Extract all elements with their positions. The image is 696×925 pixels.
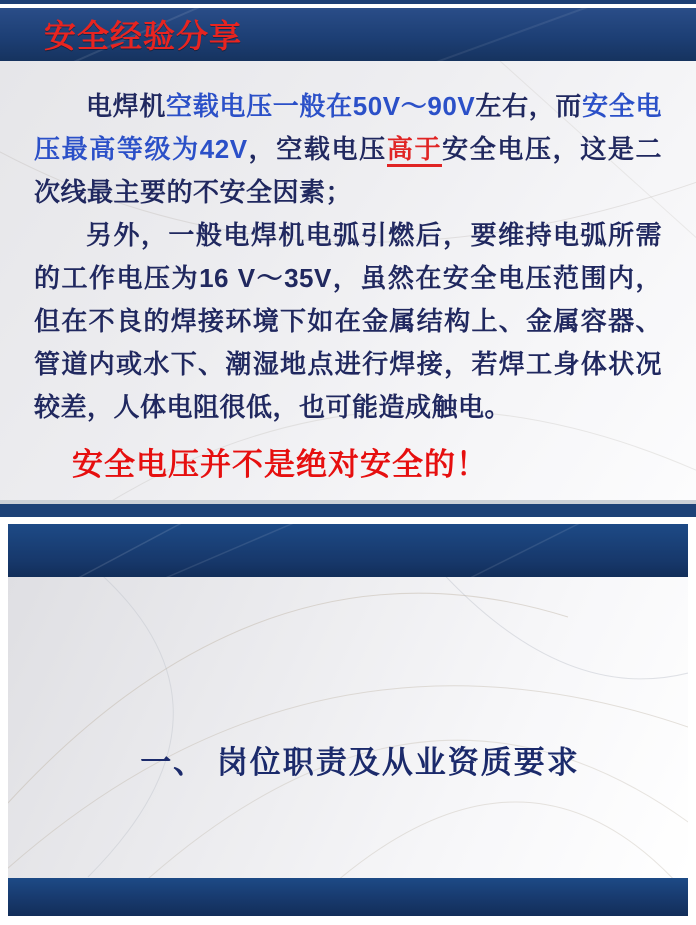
text-segment: 安全电压，这是二次线最主要的不安全因素； [34,134,662,207]
text-segment: ，空载电压 [247,134,387,164]
text-segment-highlight-red: 高于 [387,134,442,167]
slide1-body [0,61,696,500]
text-segment-highlight-blue: 安全电压最高等级为42V [34,91,662,164]
slide2-bottom-band [8,878,688,916]
paragraph-no-load-voltage [34,85,662,214]
slide2 [8,524,688,916]
paragraph-arc-working-voltage: 另外，一般电焊机电弧引燃后，要维持电弧所需的工作电压为16 V～35V，虽然在安全电压范围内，但在不良的焊接环境下如在金属结构上、金属容器、管道内或水下、潮湿地点进行焊接，若焊工身体状况较差，人体电阻很低，也可能造成触电。 [34,220,662,422]
safety-callout-text: 安全电压并不是绝对安全的！ [72,447,488,482]
slide1-header-bar [0,8,696,61]
slide1-footer-bar [0,504,696,517]
slide2-section-title: 一、 岗位职责及从业资质要求 [140,745,580,780]
slide2-top-band [8,524,688,577]
top-divider-bar [0,0,696,4]
swoosh-decoration [8,577,688,878]
text-segment: 左右，而 [475,91,583,121]
slide1-title: 安全经验分享 [44,18,243,54]
text-segment: 电焊机 [86,91,167,121]
text-segment-highlight-blue: 空载电压一般在50V～90V [166,91,476,121]
band-line-decoration [8,524,688,577]
slide2-content-area [8,577,688,878]
